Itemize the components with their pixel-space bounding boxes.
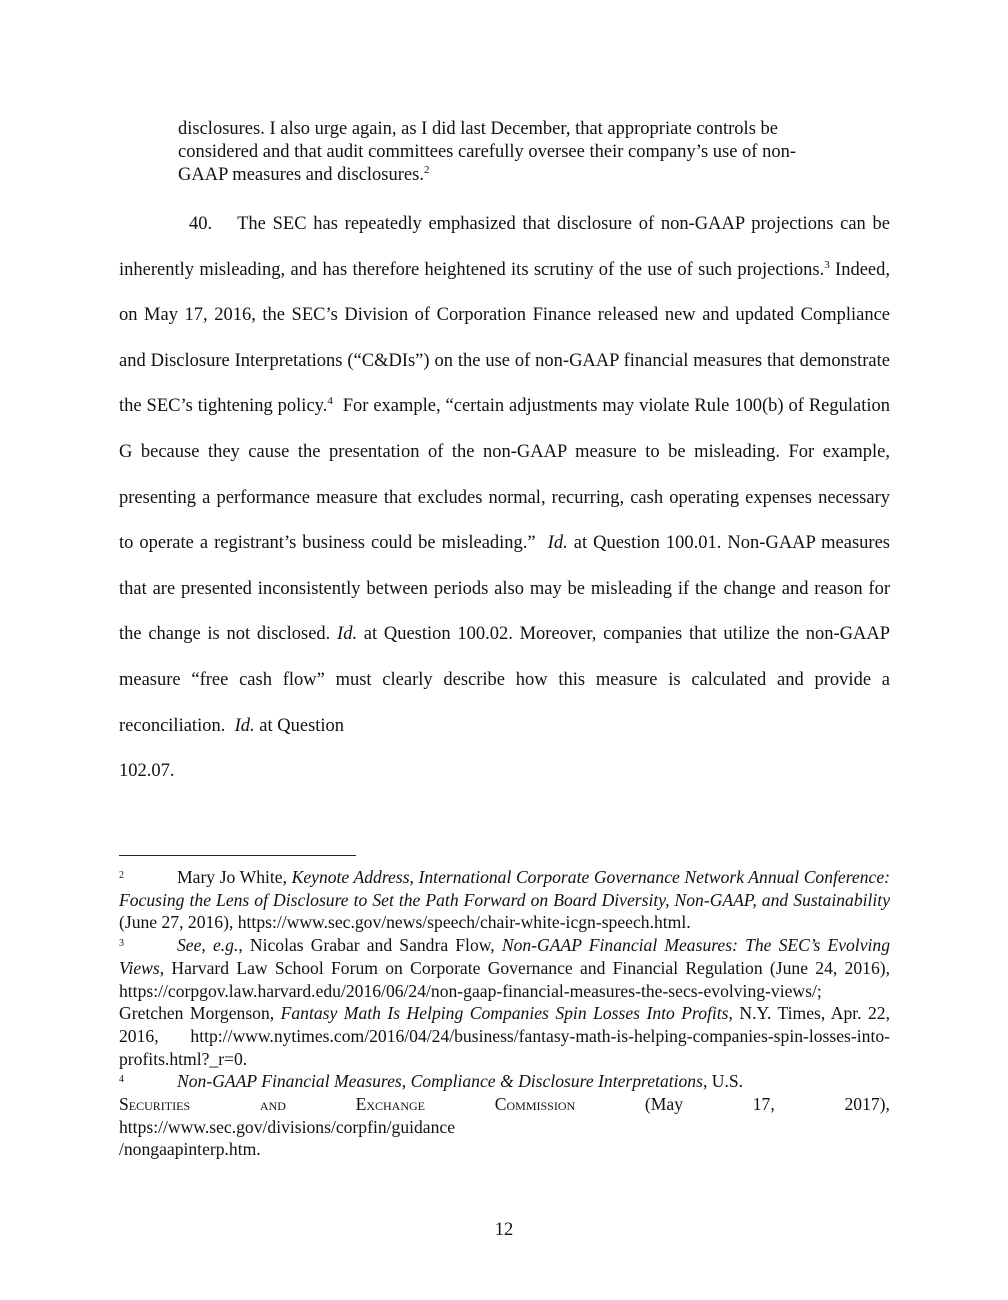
url-line[interactable]: /nongaapinterp.htm. (119, 1139, 261, 1160)
footnote-2: 2 Mary Jo White, Keynote Address, International Corporate Governance Network Annual Conference: Focusing the Lens of Disclosure to Set the Path Forward on Board Diversity, Non-GAAP, and Sustainability (June 27, 2016), https://www.sec.gov/news/speech/chair-white-icgn-speech.html. (119, 867, 890, 933)
footnote-ref[interactable]: 2 (423, 164, 430, 176)
footnote-ref[interactable]: 4 (327, 395, 333, 408)
url-line[interactable]: https://www.sec.gov/divisions/corpfin/guidance (119, 1116, 456, 1137)
page-number: 12 (494, 1220, 514, 1240)
footnotes (119, 866, 890, 1161)
block-quote: disclosures. I also urge again, as I did last December, that appropriate controls be considered and that audit committees carefully oversee their company’s use of non-GAAP measures and disclosures.$^2$ (178, 119, 796, 185)
paragraph-number: 40. (189, 214, 213, 234)
footnote-3: 3 See, e.g., Nicolas Grabar and Sandra Flow, Non-GAAP Financial Measures: The SEC’s Evolving Views, Harvard Law School Forum on Corporate Governance and Financial Regulation (June 24, 2016), https://corpgov.law.harvard.edu/2016/06/24/non-gaap-financial-measures-the-secs-evolving-views/; Gretchen Morgenson, Fantasy Math Is Helping Companies Spin Losses Into Profits, N.Y. Times, Apr. 22, 2016, http://www.nytimes.com/2016/04/24/business/fantasy-math-is-helping-companies-spin-losses-into-profits.html?_r=0. (119, 935, 890, 1069)
footnote-separator (119, 855, 356, 856)
footnote-4: 4 Non-GAAP Financial Measures, Compliance & Disclosure Interpretations, U.S. Securities and Exchange Commission (May 17, 2017), https://www.sec.gov/divisions/corpfin/guidance /nongaapinterp.htm. (119, 1071, 890, 1160)
paragraph-40: 40. The SEC has repeatedly emphasized that disclosure of non-GAAP projections can be inherently misleading, and has therefore heightened its scrutiny of the use of such projections.$^3$ Indeed, on May 17, 2016, the SEC’s Division of Corporation Finance released new and updated Compliance and Disclosure Interpretations (“C&DIs”) on the use of non-GAAP financial measures that demonstrate the SEC’s tightening policy.$^4$ For example, “certain adjustments may violate Rule 100(b) of Regulation G because they cause the presentation of the non-GAAP measure to be misleading. For example, presenting a performance measure that excludes normal, recurring, cash operating expenses necessary to operate a registrant’s business could be misleading.” Id. at Question 100.01. Non-GAAP measures that are presented inconsistently between periods also may be misleading if the change and reason for the change is not disclosed. Id. at Question 100.02. Moreover, companies that utilize the non-GAAP measure “free cash flow” must clearly describe how this measure is calculated and provide a reconciliation. Id. at Question 102.07. (119, 214, 891, 782)
sec-citation-line: Securities and Exchange Commission (May 17, 2017), (119, 1094, 890, 1115)
footnote-ref[interactable]: 3 (824, 258, 830, 271)
